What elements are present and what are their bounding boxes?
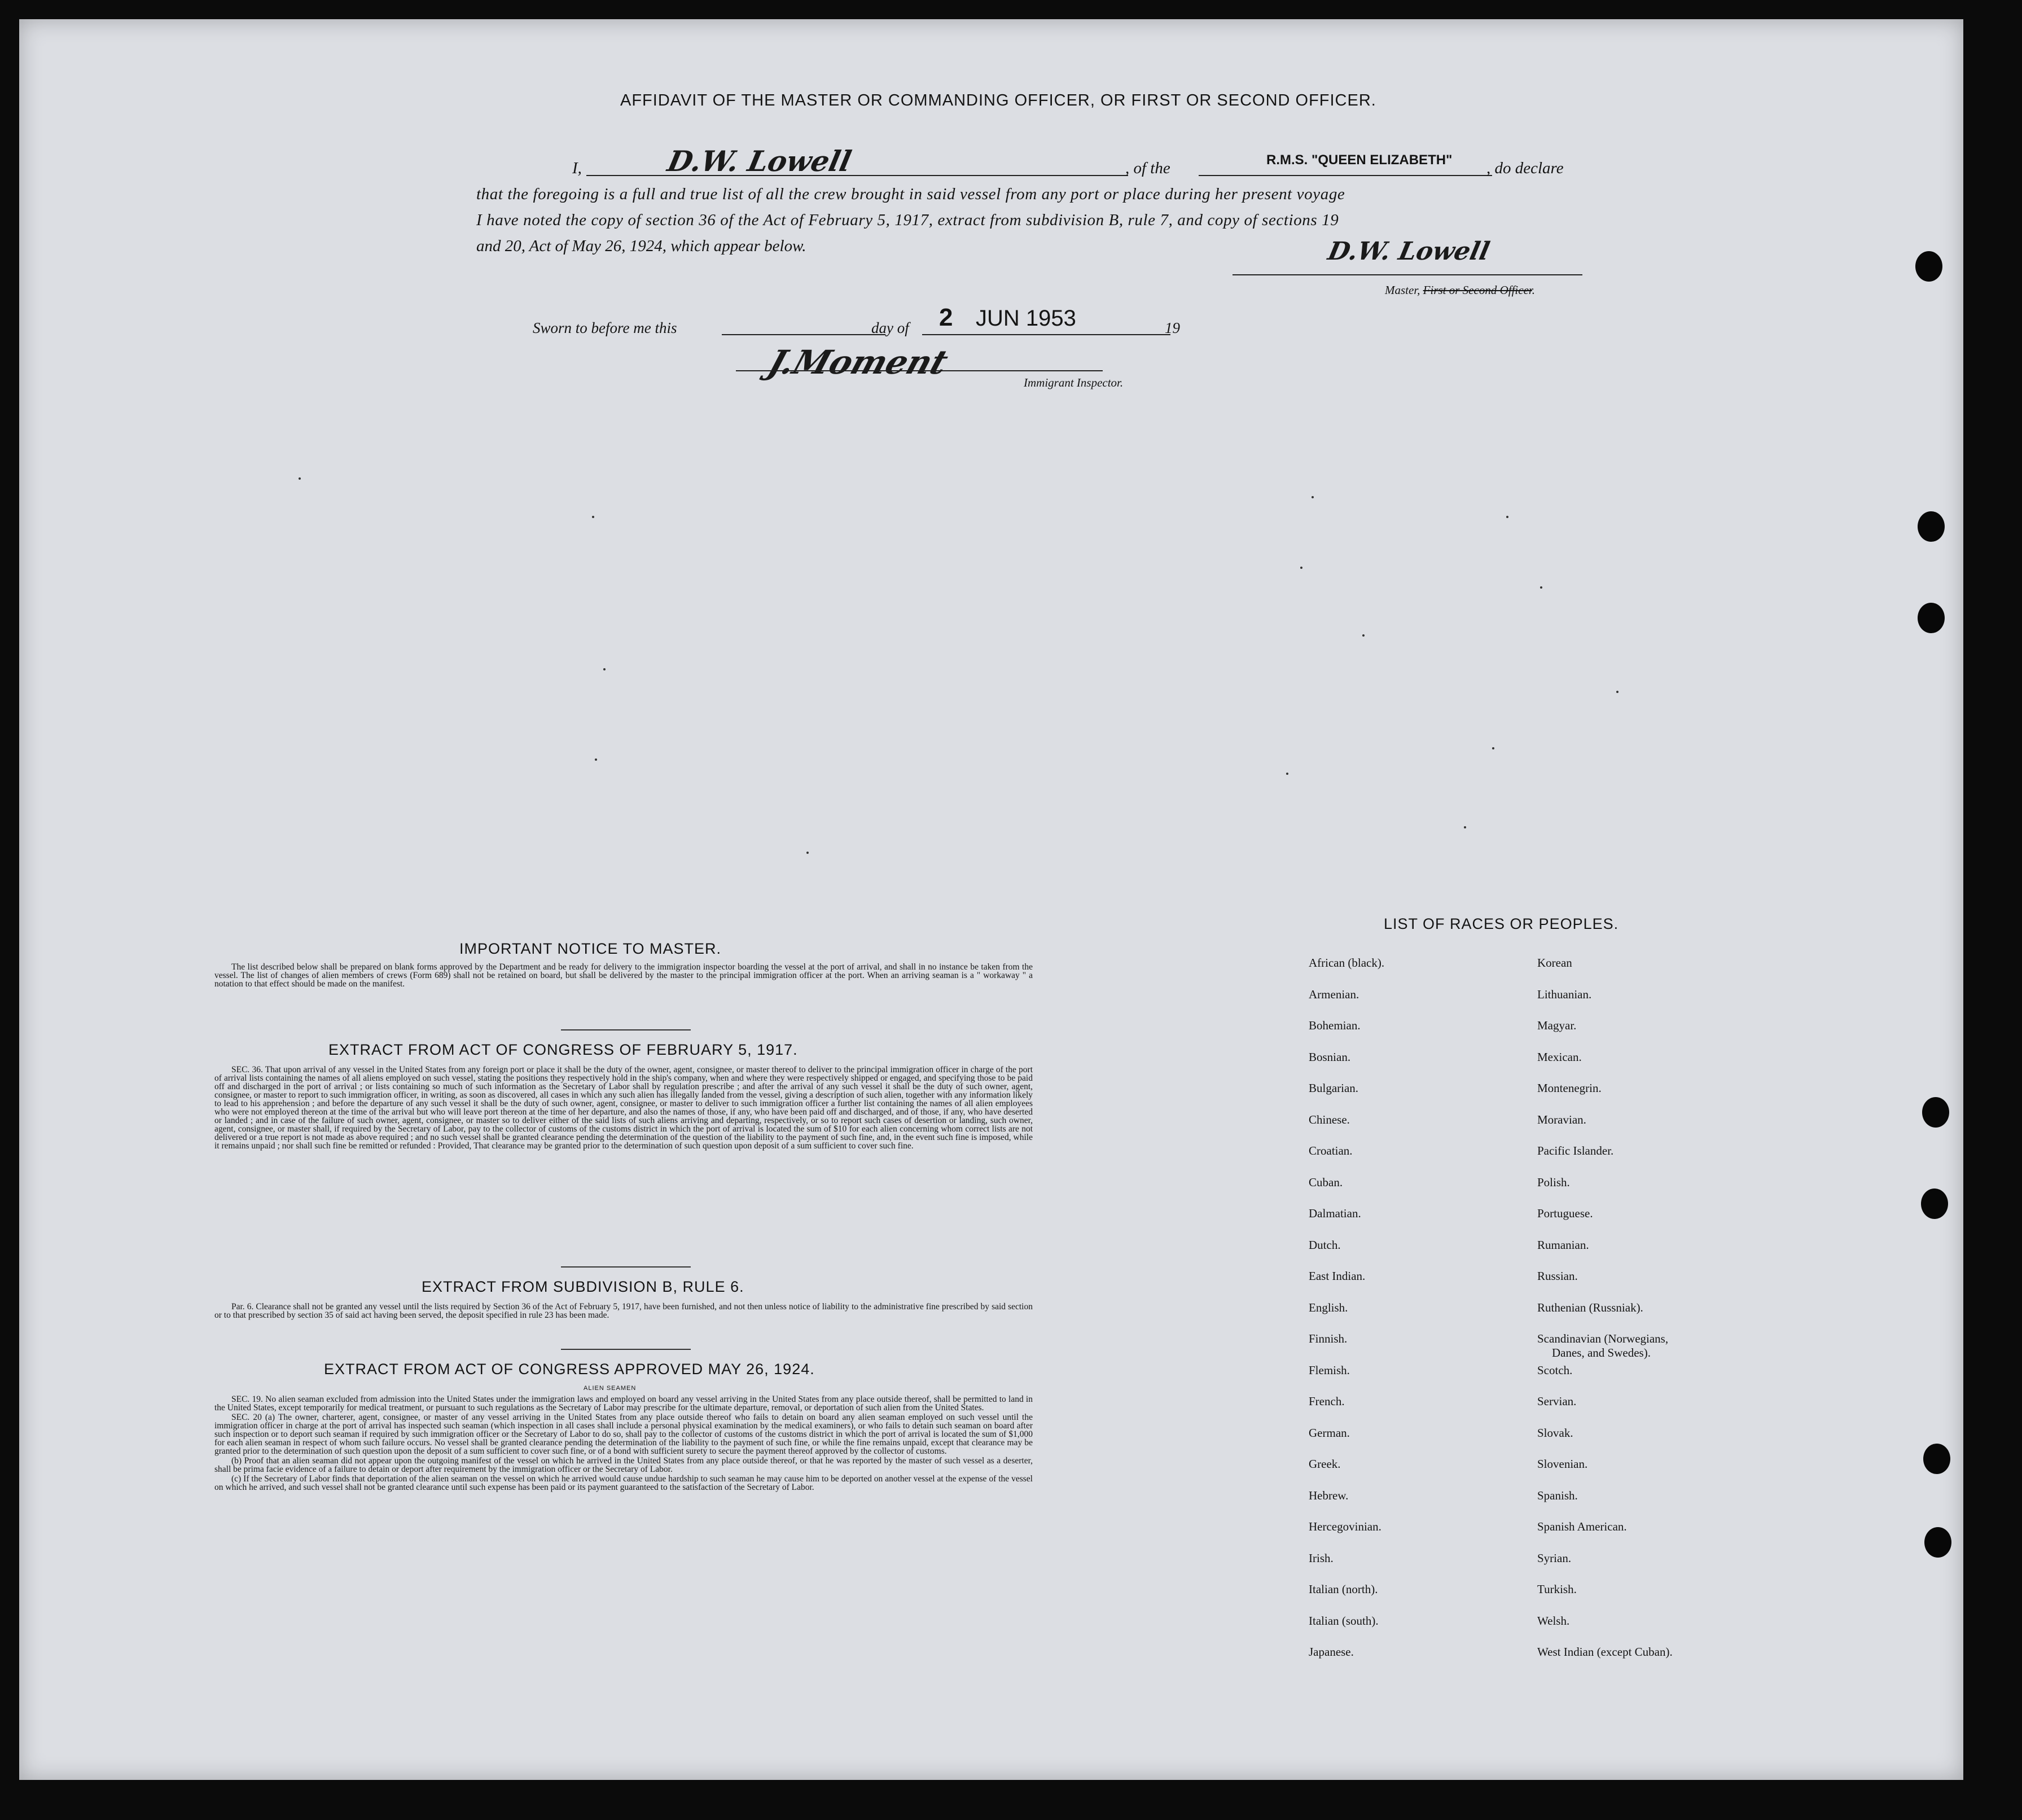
race-item-label: Montenegrin. (1537, 1081, 1602, 1095)
race-item (1537, 1582, 1577, 1597)
inspector-signature-line (736, 370, 1103, 371)
race-item (1537, 1645, 1673, 1659)
sworn-day-line (722, 334, 885, 335)
date-stamp-month-year: JUN 1953 (976, 306, 1076, 331)
act-1924-text (214, 1395, 1033, 1493)
punch-hole (1918, 603, 1945, 633)
race-item-label: Slovak. (1537, 1426, 1573, 1440)
race-item (1537, 1081, 1602, 1095)
race-item (1537, 956, 1572, 970)
race-item: French. (1309, 1394, 1345, 1408)
do-declare-label: , do declare (1486, 159, 1564, 177)
race-item: Armenian. (1309, 987, 1359, 1001)
race-item (1537, 1207, 1593, 1221)
race-item: Bulgarian. (1309, 1081, 1359, 1095)
race-item-label: West Indian (except Cuban). (1537, 1645, 1673, 1659)
punch-hole (1921, 1189, 1948, 1219)
act-1917-paragraph: SEC. 36. That upon arrival of any vessel in the United States from any foreign port or place it shall be the duty of the owner, agent, consignee, or master thereof to deliver to the principal immigration officer in charge of the port of arrival lists containing the names of all aliens employed on such vessel, stating the positions they respectively hold in the ship's company, when and where they were respectively shipped or engaged, and specifying those to be paid off and discharged in the port of arrival ; or lists containing so much of such information as the Secretary of Labor shall by regulation prescribe ; and after the arrival of any such vessel it shall be the duty of such owner, agent, consignee, or master to report to such immigration officer, in writing, as soon as discovered, all cases in which any such alien has illegally landed from the vessel, giving a description of such alien, together with any information likely to lead to his apprehension ; and before the departure of any such vessel it shall be the duty of such owner, agent, consignee, or master to deliver to such immigration officer a further list containing the names of all alien employees who were not employed thereon at the time of the arrival but who will leave port thereon at the time of her departure, and also the names of those, if any, who have been paid off and discharged, and of those, if any, who have deserted or landed ; and in case of the failure of such owner, agent, consignee, or master so to deliver either of the said lists of such aliens arriving and departing, respectively, or so to report such cases of desertion or landing, such owner, agent, consignee, or master shall, if required by the Secretary of Labor, pay to the collector of customs of the customs district in which the port of arrival is located the sum of $10 for each alien concerning whom correct lists are not delivered or a true report is not made as above required ; and no such vessel shall be granted clearance pending the determination of the question of the liability to the payment of such fine, and, in the event such fine is imposed, while it remains unpaid ; nor shall such fine be remitted or refunded : Provided, That clearance may be granted prior to the determination of such question upon deposit of a sum sufficient to cover such fine. (214, 1065, 1033, 1151)
race-item: Italian (north). (1309, 1582, 1378, 1596)
punch-hole (1918, 511, 1945, 542)
master-caption-prefix: Master, (1385, 283, 1420, 297)
race-item: Flemish. (1309, 1363, 1350, 1377)
race-item: Bosnian. (1309, 1050, 1351, 1064)
sworn-label: Sworn to before me this (533, 319, 677, 336)
race-item: Dutch. (1309, 1238, 1341, 1252)
act-1924-subtitle: ALIEN SEAMEN (584, 1385, 637, 1392)
race-item: East Indian. (1309, 1269, 1366, 1283)
race-item: English. (1309, 1300, 1348, 1314)
race-item-label: Moravian. (1537, 1112, 1586, 1126)
race-item-label: Ruthenian (Russniak). (1537, 1300, 1643, 1314)
race-item (1537, 1144, 1613, 1158)
race-item-label: Spanish. (1537, 1488, 1578, 1502)
inspector-caption: Immigrant Inspector. (1024, 376, 1124, 389)
punch-hole (1922, 1097, 1949, 1128)
affidavit-line-3: I have noted the copy of section 36 of the Act of February 5, 1917, extract from subdivision B, rule 7, and copy of sections 19 (476, 211, 1339, 229)
race-item-label: Rumanian. (1537, 1238, 1589, 1252)
master-signature-line (1233, 274, 1582, 275)
race-item-label: Portuguese. (1537, 1207, 1593, 1220)
race-item-label: Servian. (1537, 1394, 1577, 1408)
race-item (1537, 1238, 1589, 1252)
race-item (1537, 1332, 1668, 1360)
race-item-label: Turkish. (1537, 1582, 1577, 1596)
master-caption-struck: First or Second Officer (1423, 283, 1532, 297)
race-item: Chinese. (1309, 1112, 1350, 1126)
act-1917-text (214, 1065, 1033, 1151)
vessel-stamp: R.M.S. "QUEEN ELIZABETH" (1266, 152, 1453, 168)
race-item-label: Mexican. (1537, 1050, 1582, 1064)
affidavit-title: AFFIDAVIT OF THE MASTER OR COMMANDING OFFICER, OR FIRST OR SECOND OFFICER. (620, 91, 1376, 109)
race-item: Hebrew. (1309, 1488, 1349, 1502)
officer-signature: D.W. Lowell (664, 144, 854, 178)
race-item: Hercegovinian. (1309, 1520, 1381, 1533)
affidavit-line-2: that the foregoing is a full and true list of all the crew brought in said vessel from any port or place during her present voyage (476, 185, 1345, 203)
act-1924-paragraph: SEC. 19. No alien seaman excluded from admission into the United States under the immigration laws and employed on board any vessel arriving in the United States from any place outside thereof, shall be permitted to land in the United States, except temporarily for medical treatment, or pursuant to such regulations as the Secretary of Labor may prescribe for the ultimate departure, removal, or deportation of such alien from the United States. (214, 1394, 1033, 1413)
act-1917-title: EXTRACT FROM ACT OF CONGRESS OF FEBRUARY 5, 1917. (328, 1041, 798, 1058)
race-item: Italian (south). (1309, 1613, 1379, 1628)
document-page (19, 19, 1963, 1780)
race-item-label: Slovenian. (1537, 1457, 1588, 1471)
race-item (1537, 1269, 1578, 1283)
notice-text (214, 963, 1033, 989)
race-item-label: Korean (1537, 956, 1572, 970)
race-item (1537, 1113, 1586, 1127)
race-item (1537, 1457, 1587, 1471)
day-of-label: day of (871, 319, 909, 336)
race-item (1537, 1426, 1573, 1440)
race-item (1537, 988, 1591, 1002)
subdivision-b-paragraph: Par. 6. Clearance shall not be granted any vessel until the lists required by Section 36 of the Act of February 5, 1917, have been furnished, and not then unless notice of liability to the administrative fine prescribed by said section or to that prescribed by section 35 of said act having been served, the deposit specified in rule 23 has been made. (214, 1302, 1033, 1320)
race-item (1537, 1050, 1582, 1064)
inspector-signature: J.Moment (763, 343, 953, 381)
notice-paragraph: The list described below shall be prepared on blank forms approved by the Department and be ready for delivery to the immigration inspector boarding the vessel at the port of arrival, and shall in no instance be taken from the vessel. The list of changes of alien members of crews (Form 689) shall not be retained on board, but shall be delivered by the master to the principal immigration officer at the port. When an arriving seaman is a " workaway " a notation to that effect should be made on the manifest. (214, 962, 1033, 989)
race-item-label: Scotch. (1537, 1363, 1573, 1377)
notice-title: IMPORTANT NOTICE TO MASTER. (459, 940, 722, 957)
separator (561, 1266, 691, 1268)
race-item-label: Pacific Islander. (1537, 1144, 1614, 1157)
race-item: Cuban. (1309, 1175, 1343, 1189)
master-signature: D.W. Lowell (1325, 237, 1493, 266)
affidavit-i-label: I, (572, 159, 582, 177)
race-item-label: Polish. (1537, 1175, 1570, 1189)
race-item-label: Welsh. (1537, 1613, 1570, 1628)
race-item: German. (1309, 1426, 1350, 1440)
race-item (1537, 1176, 1570, 1190)
master-caption (1385, 283, 1535, 297)
of-the-label: , of the (1125, 159, 1170, 177)
act-1924-paragraph: (b) Proof that an alien seaman did not appear upon the outgoing manifest of the vessel on which he arrived in the United States from any place outside thereof, or that he was reported by the master of such vessel as a deserter, shall be prima facie evidence of a failure to detain or deport after requirement by the immigration officer or the Secretary of Labor. (214, 1456, 1033, 1474)
race-item-continuation: Danes, and Swedes). (1552, 1346, 1651, 1359)
punch-hole (1924, 1527, 1951, 1558)
race-item (1537, 1551, 1571, 1565)
race-item: Greek. (1309, 1457, 1341, 1471)
race-item (1537, 1394, 1576, 1409)
separator (561, 1349, 691, 1350)
race-item (1537, 1301, 1643, 1315)
master-caption-suffix: . (1532, 283, 1535, 297)
race-item (1537, 1520, 1627, 1534)
race-item (1537, 1019, 1576, 1033)
affidavit-line-4: and 20, Act of May 26, 1924, which appear below. (476, 237, 806, 255)
act-1924-paragraph: SEC. 20 (a) The owner, charterer, agent, consignee, or master of any vessel arriving in the United States from any place outside thereof who fails to detain on board any alien seaman employed on such vessel until the immigration officer in charge at the port of arrival has inspected such seaman (which inspection in all cases shall include a personal physical examination by the medical examiners), or who fails to detain such seaman on board after such inspection or to deport such seaman if required by such immigration officer or the Secretary of Labor to do so, shall pay to the collector of customs of the customs district in which the port of arrival is located the sum of $1,000 for each alien seaman in respect of whom such failure occurs. No vessel shall be granted clearance pending the determination of the liability to the payment of such fine, or while the fine remains unpaid, except that clearance may be granted prior to the determination of such question upon the deposit of a sum sufficient to cover such fine, or of a bond with sufficient surety to secure the payment thereof approved by the collector of customs. (214, 1413, 1033, 1456)
race-item (1537, 1489, 1578, 1503)
race-item: Dalmatian. (1309, 1207, 1361, 1220)
race-item: Croatian. (1309, 1144, 1353, 1157)
date-stamp-day: 2 (939, 304, 953, 331)
race-item-label: Magyar. (1537, 1019, 1577, 1032)
separator (561, 1029, 691, 1030)
sworn-date-line (922, 334, 1170, 335)
year-prefix: 19 (1165, 319, 1180, 336)
race-item: Japanese. (1309, 1645, 1354, 1659)
act-1924-paragraph: (c) If the Secretary of Labor finds that deportation of the alien seaman on the vessel on which he arrived would cause undue hardship to such seaman he may cause him to be deported on another vessel at the expense of the vessel on which he arrived, and such vessel shall not be granted clearance until such expense has been paid or its payment guaranteed to the satisfaction of the Secretary of Labor. (214, 1474, 1033, 1492)
race-item (1537, 1363, 1572, 1378)
vessel-name-line (1199, 175, 1492, 176)
punch-hole (1923, 1444, 1950, 1474)
subdivision-b-text (214, 1302, 1033, 1321)
race-item: Bohemian. (1309, 1019, 1361, 1032)
race-item: African (black). (1309, 956, 1385, 970)
race-item (1537, 1614, 1569, 1628)
subdivision-b-title: EXTRACT FROM SUBDIVISION B, RULE 6. (422, 1278, 744, 1295)
race-item: Irish. (1309, 1551, 1334, 1565)
race-item-label: Lithuanian. (1537, 987, 1592, 1001)
race-item-label: Syrian. (1537, 1551, 1572, 1565)
race-item-label: Spanish American. (1537, 1520, 1627, 1533)
race-item: Finnish. (1309, 1332, 1348, 1345)
act-1924-title: EXTRACT FROM ACT OF CONGRESS APPROVED MAY 26, 1924. (324, 1361, 815, 1378)
races-title: LIST OF RACES OR PEOPLES. (1384, 915, 1619, 932)
punch-hole (1915, 251, 1942, 282)
race-item-label: Russian. (1537, 1269, 1578, 1283)
race-item-label: Scandinavian (Norwegians, (1537, 1332, 1669, 1345)
